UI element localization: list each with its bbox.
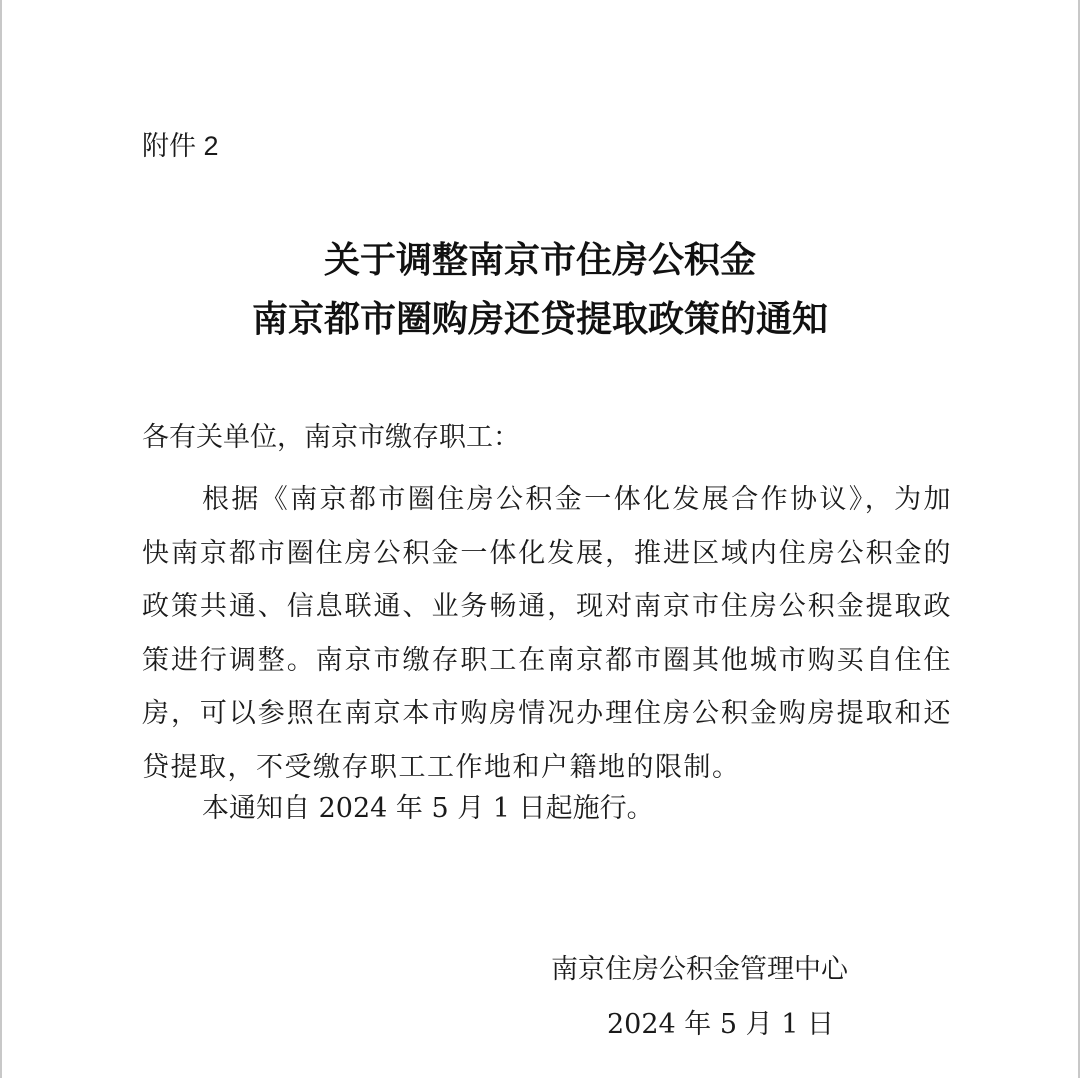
body-paragraph: 根据《南京都市圈住房公积金一体化发展合作协议》，为加快南京都市圈住房公积金一体化发展，推进区域内住房公积金的政策共通、信息联通、业务畅通，现对南京市住房公积金提取政策进行调整。南京市缴存职工在南京都市圈其他城市购买自住住房，可以参照在南京本市购房情况办理住房公积金购房提取和还贷提取，不受缴存职工工作地和户籍地的限制。 bbox=[142, 484, 952, 783]
document-title-line-2: 南京都市圈购房还贷提取政策的通知 bbox=[251, 298, 828, 340]
document-title-line-1: 关于调整南京市住房公积金 bbox=[323, 239, 756, 281]
issue-date: 2024 年 5 月 1 日 bbox=[607, 1009, 834, 1040]
page-border-left bbox=[0, 0, 2, 1078]
issuer-signature: 南京住房公积金管理中心 bbox=[551, 954, 848, 985]
salutation: 各有关单位，南京市缴存职工： bbox=[142, 422, 520, 453]
effective-date-paragraph: 本通知自 2024 年 5 月 1 日起施行。 bbox=[202, 793, 654, 824]
attachment-label: 附件 2 bbox=[142, 131, 219, 161]
